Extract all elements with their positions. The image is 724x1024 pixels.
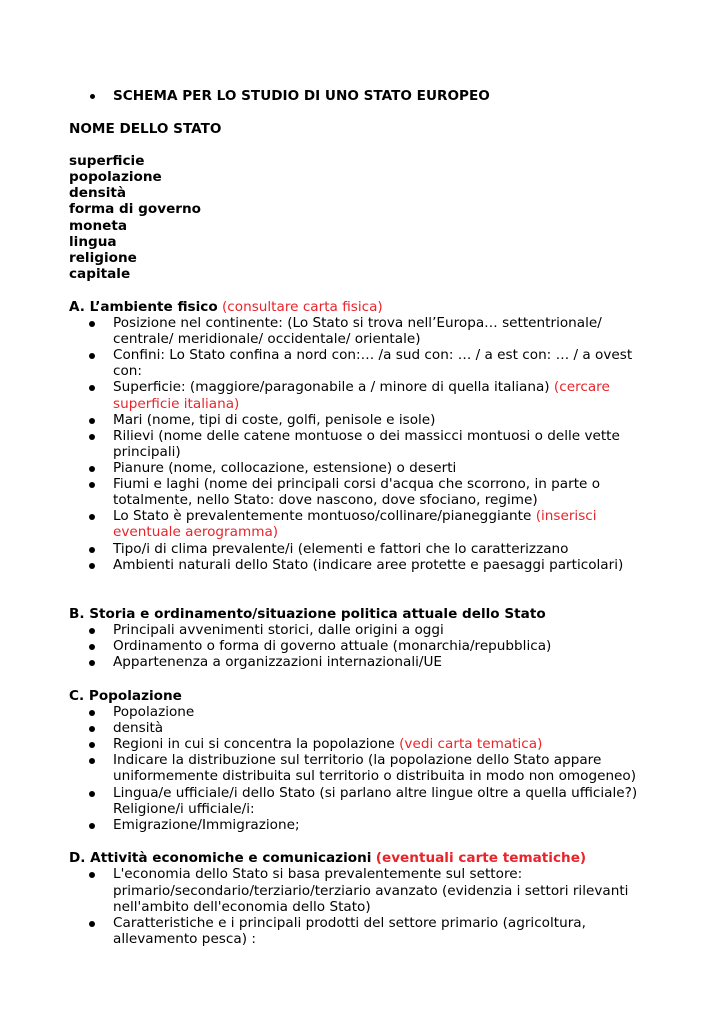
list-item-cont: primario/secondario/terziario/terziario avanzato (evidenzia i settori rilevanti	[113, 883, 629, 899]
title-bullet-icon	[90, 94, 95, 99]
field-lingua: lingua	[69, 234, 117, 250]
field-forma-di-governo: forma di governo	[69, 201, 202, 217]
bullet-icon	[89, 434, 95, 440]
field-superficie: superficie	[69, 153, 145, 169]
list-item-cont: uniformemente distribuita sul territorio o distribuita in modo non omogeneo)	[113, 768, 637, 784]
list-item-text: Regioni in cui si concentra la popolazione	[113, 736, 400, 752]
list-item-cont: con:	[113, 363, 142, 379]
list-item: densità	[113, 720, 164, 736]
bullet-icon	[89, 385, 95, 391]
list-item: Tipo/i di clima prevalente/i (elementi e fattori che lo caratterizzano	[113, 541, 569, 557]
list-item: Rilievi (nome delle catene montuose o dei massicci montuosi o delle vette	[113, 428, 620, 444]
red-note: (cercare	[553, 379, 610, 395]
list-item: Pianure (nome, collocazione, estensione) o deserti	[113, 460, 457, 476]
list-item-cont: principali)	[113, 444, 181, 460]
bullet-icon	[89, 758, 95, 764]
list-item	[113, 508, 597, 524]
list-item: Fiumi e laghi (nome dei principali corsi d'acqua che scorrono, in parte o	[113, 476, 601, 492]
bullet-icon	[89, 872, 95, 878]
bullet-icon	[89, 547, 95, 553]
list-item: L'economia dello Stato si basa prevalentemente sul settore:	[113, 866, 523, 882]
bullet-icon	[89, 628, 95, 634]
field-densita: densità	[69, 185, 127, 201]
bullet-icon	[89, 563, 95, 569]
red-note: (inserisci	[535, 508, 597, 524]
bullet-icon	[89, 710, 95, 716]
bullet-icon	[89, 418, 95, 424]
bullet-icon	[89, 321, 95, 327]
red-note-cont: superficie italiana)	[113, 396, 240, 412]
section-a-title: A. L’ambiente fisico	[69, 299, 218, 315]
list-item: Indicare la distribuzione sul territorio (la popolazione dello Stato appare	[113, 752, 602, 768]
red-note-cont: eventuale aerogramma)	[113, 524, 279, 540]
list-item: Mari (nome, tipi di coste, golfi, penisole e isole)	[113, 412, 436, 428]
section-c-heading: C. Popolazione	[69, 688, 182, 704]
list-item	[113, 736, 542, 752]
state-name-label: NOME DELLO STATO	[69, 121, 222, 137]
section-d-heading	[69, 850, 586, 866]
bullet-icon	[89, 791, 95, 797]
bullet-icon	[89, 660, 95, 666]
bullet-icon	[89, 466, 95, 472]
bullet-icon	[89, 644, 95, 650]
section-d-note: (eventuali carte tematiche)	[375, 850, 587, 866]
bullet-icon	[89, 921, 95, 927]
list-item: Principali avvenimenti storici, dalle origini a oggi	[113, 622, 444, 638]
section-a-heading	[69, 299, 383, 315]
list-item: Popolazione	[113, 704, 195, 720]
list-item-cont: totalmente, nello Stato: dove nascono, dove sfociano, regime)	[113, 492, 538, 508]
bullet-icon	[89, 726, 95, 732]
bullet-icon	[89, 742, 95, 748]
list-item: Ordinamento o forma di governo attuale (monarchia/repubblica)	[113, 638, 552, 654]
list-item: Appartenenza a organizzazioni internazionali/UE	[113, 654, 442, 670]
list-item: Ambienti naturali dello Stato (indicare aree protette e paesaggi particolari)	[113, 557, 624, 573]
list-item-cont: centrale/ meridionale/ occidentale/ orientale)	[113, 331, 421, 347]
list-item-text: Superficie: (maggiore/paragonabile a / minore di quella italiana)	[113, 379, 554, 395]
list-item-cont: allevamento pesca) :	[113, 931, 256, 947]
field-popolazione: popolazione	[69, 169, 162, 185]
red-note: (vedi carta tematica)	[399, 736, 543, 752]
bullet-icon	[89, 353, 95, 359]
field-religione: religione	[69, 250, 137, 266]
document-title: SCHEMA PER LO STUDIO DI UNO STATO EUROPEO	[113, 88, 490, 104]
list-item-cont: Religione/i ufficiale/i:	[113, 801, 255, 817]
bullet-icon	[89, 482, 95, 488]
list-item-cont: nell'ambito dell'economia dello Stato)	[113, 899, 371, 915]
list-item	[113, 379, 610, 395]
list-item: Posizione nel continente: (Lo Stato si trova nell’Europa… settentrionale/	[113, 315, 602, 331]
list-item: Lingua/e ufficiale/i dello Stato (si parlano altre lingue oltre a quella ufficiale?)	[113, 785, 638, 801]
field-moneta: moneta	[69, 218, 128, 234]
section-d-title: D. Attività economiche e comunicazioni	[69, 850, 372, 866]
field-capitale: capitale	[69, 266, 131, 282]
bullet-icon	[89, 823, 95, 829]
section-b-heading: B. Storia e ordinamento/situazione politica attuale dello Stato	[69, 606, 546, 622]
list-item: Emigrazione/Immigrazione;	[113, 817, 300, 833]
list-item-text: Lo Stato è prevalentemente montuoso/collinare/pianeggiante	[113, 508, 536, 524]
bullet-icon	[89, 514, 95, 520]
list-item: Caratteristiche e i principali prodotti del settore primario (agricoltura,	[113, 915, 586, 931]
list-item: Confini: Lo Stato confina a nord con:… /a sud con: … / a est con: … / a ovest	[113, 347, 633, 363]
section-a-note: (consultare carta fisica)	[222, 299, 383, 315]
